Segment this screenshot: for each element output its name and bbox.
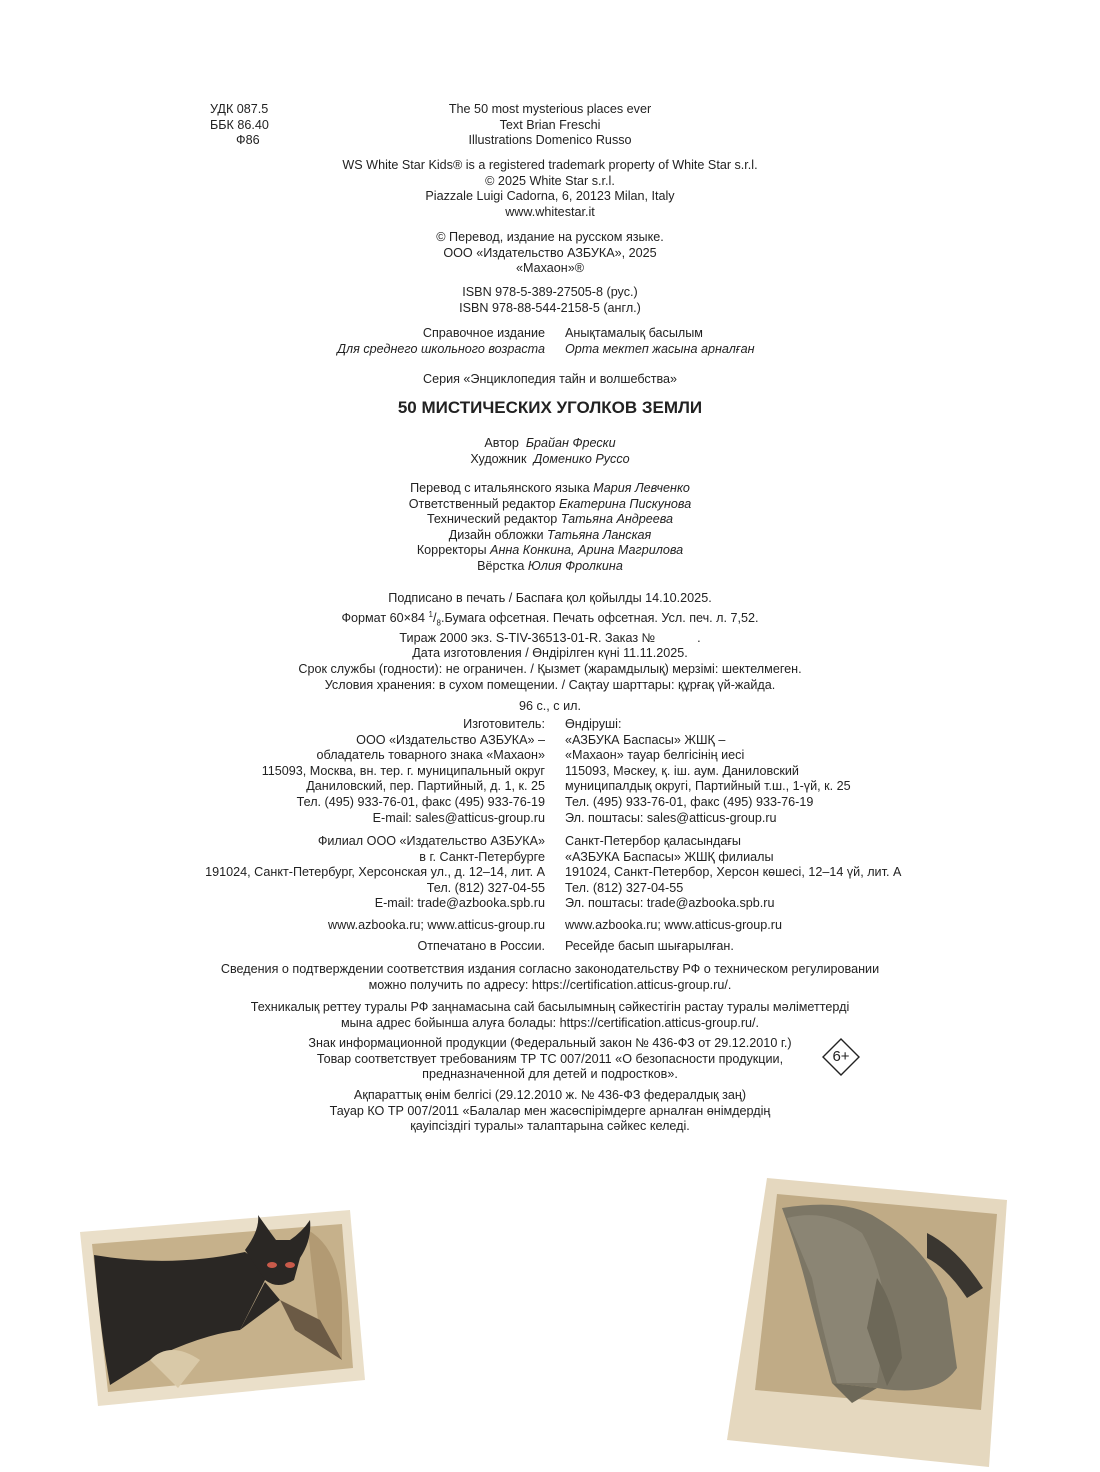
original-illustrator: Illustrations Domenico Russo bbox=[468, 133, 632, 148]
info-mark-ru: Знак информационной продукции (Федеральный закон № 436-ФЗ от 29.12.2010 г.) Товар соответствует требованиям ТР ТС 007/2011 «О безопасности продукции, предназначенной для детей и подростков». bbox=[308, 1036, 792, 1082]
isbn-ru: ISBN 978-5-389-27505-8 (рус.) bbox=[462, 285, 638, 299]
bbk-code: ББК 86.40 bbox=[210, 117, 269, 132]
author-mark: Ф86 bbox=[236, 133, 260, 148]
format-line: Формат 60×84 $^1/_8.Бумага$ офсетная. Печать офсетная. Усл. печ. л. 7,52. bbox=[341, 609, 759, 628]
manufacturer-kz: Өндіруші: «АЗБУКА Баспасы» ЖШҚ – «Махаон» тауар белгісінің иесі 115093, Мәскеу, қ. іш. аум. Даниловский муниципалдық округі, Партийный т.ш., 1-үй, к. 25 Тел. (495) 933-76-01, факс (495) 933-76-19 Эл. поштасы: sales@atticus-group.ru bbox=[565, 717, 851, 825]
printed-in-kz: Ресейде басып шығарылған. bbox=[565, 939, 734, 953]
author-label: Автор bbox=[484, 436, 519, 450]
edition-type-ru-2: Для среднего школьного возраста bbox=[337, 341, 545, 356]
edition-type-kz-1: Анықтамалық басылым bbox=[565, 326, 703, 340]
websites-kz: www.azbooka.ru; www.atticus-group.ru bbox=[565, 918, 782, 932]
stone-illustration-icon bbox=[727, 1178, 1007, 1467]
copyright-ru-3: «Махаон»® bbox=[515, 261, 585, 276]
credit-cover-design: Дизайн обложки Татьяна Ланская bbox=[448, 527, 652, 542]
isbn-block bbox=[0, 285, 1100, 316]
copyright-ru-1: © Перевод, издание на русском языке. bbox=[436, 230, 664, 244]
branch-ru: Филиал ООО «Издательство АЗБУКА» в г. Санкт-Петербурге 191024, Санкт-Петербург, Херсонская ул., д. 12–14, лит. А Тел. (812) 327-04-55 E-mail: trade@azbooka.spb.ru bbox=[205, 834, 545, 911]
copyright-ru-2: ООО «Издательство АЗБУКА», 2025 bbox=[443, 245, 657, 260]
credit-layout: Вёрстка Юлия Фролкина bbox=[477, 558, 623, 573]
printed-in-ru: Отпечатано в России. bbox=[417, 939, 545, 953]
book-title: 50 МИСТИЧЕСКИХ УГОЛКОВ ЗЕМЛИ bbox=[397, 398, 703, 417]
edition-type-ru-1: Справочное издание bbox=[422, 326, 545, 340]
edition-type-kz-2: Орта мектеп жасына арналған bbox=[565, 341, 755, 356]
isbn-en: ISBN 978-88-544-2158-5 (англ.) bbox=[459, 300, 641, 315]
address-line: Piazzale Luigi Cadorna, 6, 20123 Milan, Italy bbox=[425, 189, 675, 204]
branch-kz: Санкт-Петербор қаласындағы «АЗБУКА Баспасы» ЖШҚ филиалы 191024, Санкт-Петербор, Херсон көшесі, 12–14 үй, лит. А Тел. (812) 327-04-55 Эл. поштасы: trade@azbooka.spb.ru bbox=[565, 834, 902, 911]
edition-type-ru bbox=[337, 326, 545, 357]
russian-copyright bbox=[0, 230, 1100, 277]
author-name: Брайан Фрески bbox=[525, 436, 616, 450]
stone-photo bbox=[727, 1178, 1007, 1472]
original-title: The 50 most mysterious places ever bbox=[448, 102, 652, 116]
bat-illustration-icon bbox=[80, 1210, 370, 1410]
websites-ru: www.azbooka.ru; www.atticus-group.ru bbox=[328, 918, 545, 932]
credit-proofreaders: Корректоры Анна Конкина, Арина Магрилова bbox=[416, 543, 684, 558]
copyright-line: © 2025 White Star s.r.l. bbox=[485, 173, 615, 188]
print-info bbox=[0, 591, 1100, 715]
manufacturer-ru: Изготовитель: ООО «Издательство АЗБУКА» – обладатель товарного знака «Махаон» 115093, Москва, вн. тер. г. муниципальный округ Даниловский, пер. Партийный, д. 1, к. 25 Тел. (495) 933-76-01, факс (495) 933-76-19 E-mail: sales@atticus-group.ru bbox=[261, 717, 545, 825]
storage: Условия хранения: в сухом помещении. / Сақтау шарттары: құрғақ үй-жайда. bbox=[324, 677, 776, 692]
credit-editor: Ответственный редактор Екатерина Пискунова bbox=[408, 496, 692, 511]
made-date: Дата изготовления / Өндірілген күні 11.11.2025. bbox=[412, 646, 688, 661]
credit-tech-editor: Технический редактор Татьяна Андреева bbox=[426, 512, 674, 527]
trademark-block bbox=[0, 158, 1100, 220]
info-mark-kz: Ақпараттық өнім белгісі (29.12.2010 ж. № 436-ФЗ федералдық заң) Тауар КО ТР 007/2011 «Балалар мен жасөспірімдерге арналған өнімдердің қауіпсіздігі туралы» талаптарына сәйкес келеді. bbox=[329, 1088, 771, 1134]
edition-type-kz bbox=[565, 326, 755, 357]
age-rating-badge bbox=[822, 1038, 860, 1076]
shelf-life: Срок службы (годности): не ограничен. / Қызмет (жарамдылық) мерзімі: шектелмеген. bbox=[298, 662, 802, 677]
trademark-line: WS White Star Kids® is a registered trademark property of White Star s.r.l. bbox=[342, 158, 758, 172]
credit-translator: Перевод с итальянского языка Мария Левченко bbox=[410, 481, 690, 495]
udk-code: УДК 087.5 bbox=[210, 102, 269, 116]
signed-date: Подписано в печать / Баспаға қол қойылды 14.10.2025. bbox=[388, 591, 712, 605]
illustrator-name: Доменико Руссо bbox=[533, 451, 630, 466]
credits-block bbox=[0, 481, 1100, 575]
series-name: Серия «Энциклопедия тайн и волшебства» bbox=[422, 372, 678, 386]
page-count: 96 с., с ил. bbox=[519, 699, 581, 714]
bat-photo bbox=[80, 1210, 370, 1415]
illustrator-label: Художник bbox=[470, 451, 527, 466]
age-rating-label: 6+ bbox=[832, 1048, 850, 1065]
author-block bbox=[0, 436, 1100, 467]
certification-ru: Сведения о подтверждении соответствия издания согласно законодательству РФ о техническом регулировании можно получить по адресу: https://certification.atticus-group.ru/. bbox=[220, 962, 880, 992]
original-edition bbox=[0, 102, 1100, 149]
website-line: www.whitestar.it bbox=[505, 204, 595, 219]
original-author: Text Brian Freschi bbox=[499, 117, 601, 132]
circulation: Тираж 2000 экз. S-TIV-36513-01-R. Заказ № . bbox=[399, 630, 701, 645]
certification-kz: Техникалық реттеу туралы РФ заңнамасына сай басылымның сәйкестігін растау туралы мәліметтерді мына адрес бойынша алуға болады: https://certification.atticus-group.ru/. bbox=[250, 1000, 850, 1030]
